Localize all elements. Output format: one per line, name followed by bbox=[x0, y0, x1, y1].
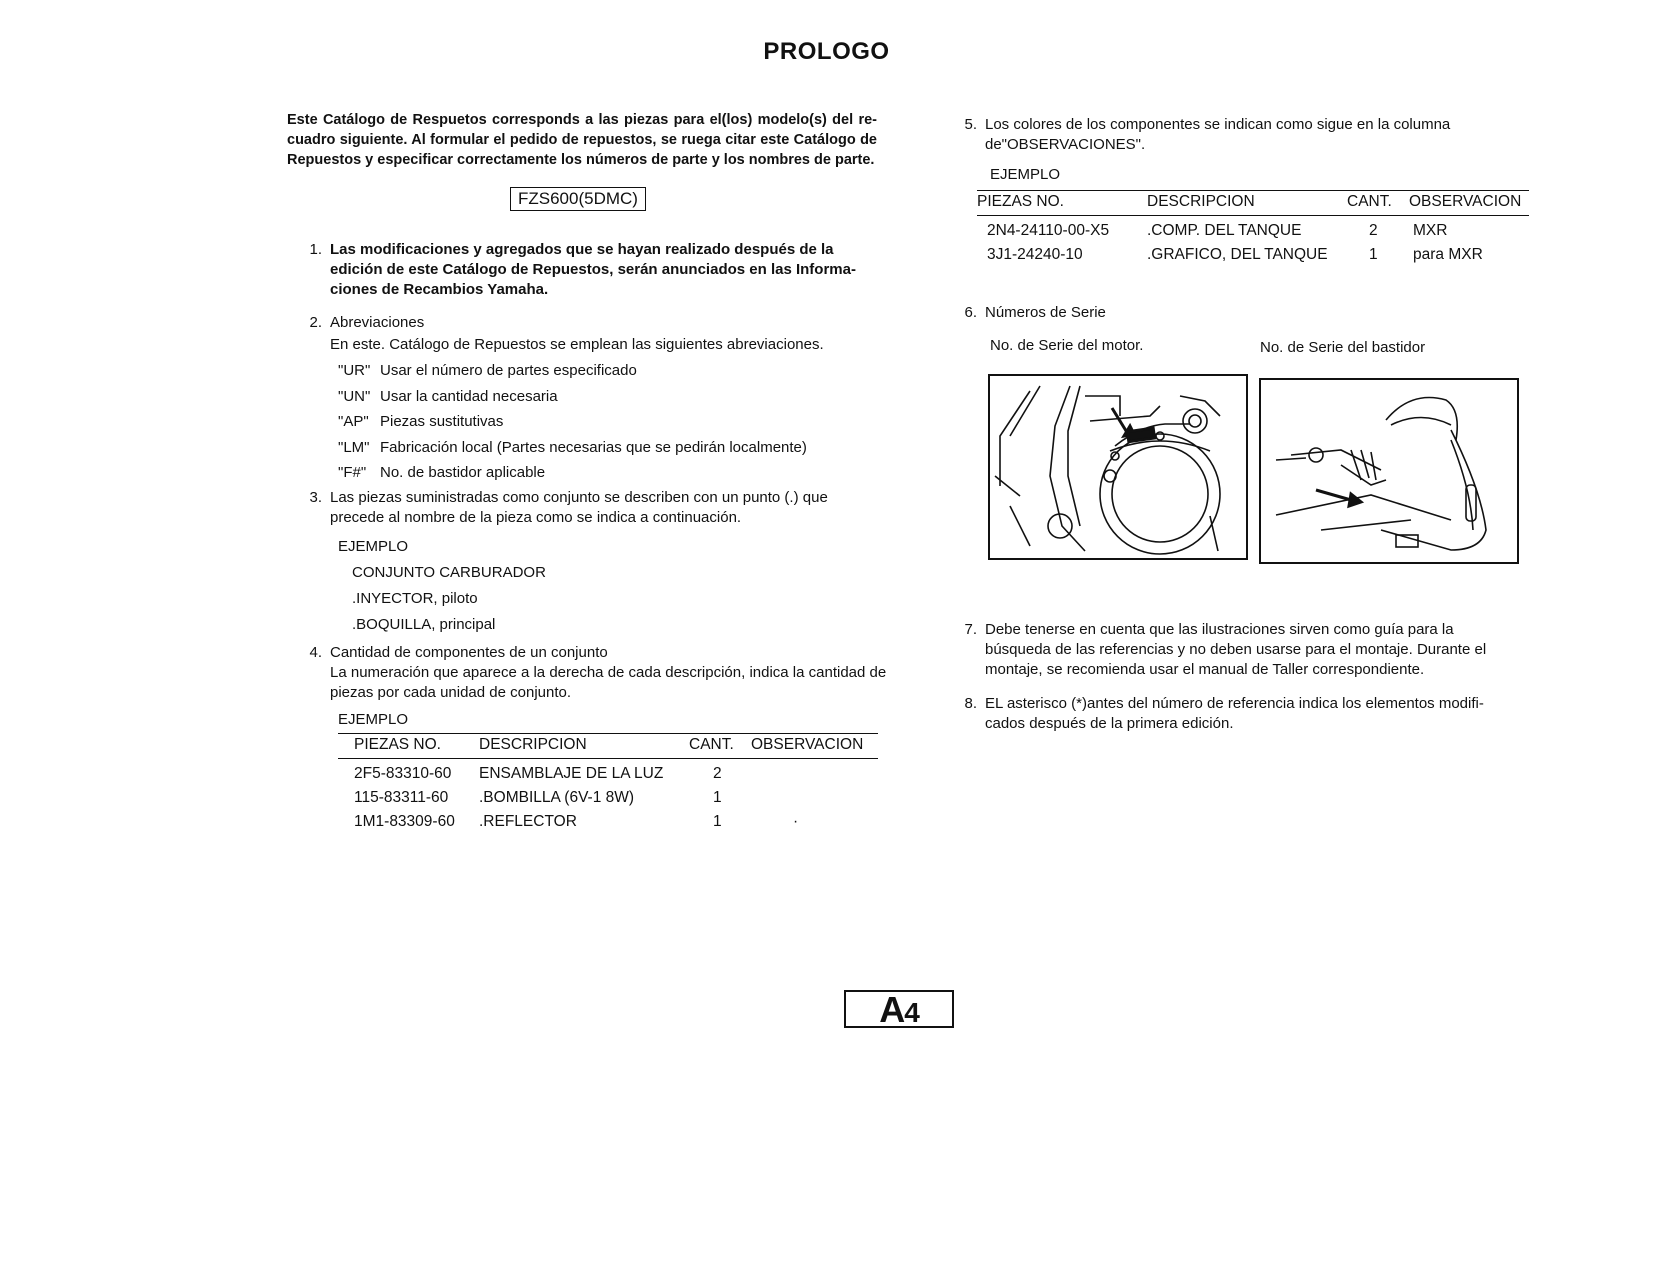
item-5-text: Los colores de los componentes se indican como sigue en la columna de"OBSERVACIONES". bbox=[985, 116, 1451, 153]
item-2-text: En este. Catálogo de Repuestos se emplean las siguientes abreviaciones. bbox=[330, 336, 824, 353]
abbreviation-list bbox=[338, 361, 898, 488]
item-4-title: Cantidad de componentes de un conjunto bbox=[330, 644, 608, 661]
cell-qty: 2 bbox=[713, 765, 722, 782]
item-8-number: 8. bbox=[964, 695, 977, 712]
item-3-example-label: EJEMPLO bbox=[338, 538, 409, 555]
abbr-code: "LM" bbox=[338, 439, 370, 456]
abbr-desc: Fabricación local (Partes necesarias que se pedirán localmente) bbox=[380, 439, 807, 456]
item-7-number: 7. bbox=[964, 621, 977, 638]
abbr-row bbox=[338, 438, 898, 463]
table-row bbox=[338, 810, 878, 834]
cell-obs: MXR bbox=[1413, 222, 1448, 239]
model-box: FZS600(5DMC) bbox=[510, 187, 646, 211]
item-5 bbox=[955, 115, 1515, 155]
page-number: 4 bbox=[904, 997, 919, 1028]
item-6-number: 6. bbox=[964, 304, 977, 321]
example-line: .INYECTOR, piloto bbox=[352, 590, 478, 607]
item-8-text: EL asterisco (*)antes del número de referencia indica los elementos modifi-cados después de la primera edición. bbox=[985, 695, 1484, 732]
page-title: PROLOGO bbox=[763, 38, 890, 65]
col-desc-header: DESCRIPCION bbox=[479, 736, 587, 753]
cell-qty: 1 bbox=[713, 813, 722, 830]
item-3-number: 3. bbox=[309, 489, 322, 506]
cell-desc: .BOMBILLA (6V-1 8W) bbox=[479, 789, 635, 806]
abbr-desc: Usar el número de partes especificado bbox=[380, 362, 637, 379]
page-number-box bbox=[844, 990, 954, 1028]
motor-serial-label: No. de Serie del motor. bbox=[990, 337, 1144, 354]
cell-obs bbox=[751, 786, 878, 810]
abbr-desc: Usar la cantidad necesaria bbox=[380, 388, 558, 405]
item-4-text: La numeración que aparece a la derecha de cada descripción, indica la cantidad de piezas por cada unidad de conjunto. bbox=[330, 664, 887, 701]
item-3-text: Las piezas suministradas como conjunto se describen con un punto (.) que precede al nombre de la pieza como se indica a continuación. bbox=[330, 489, 828, 526]
cell-qty: 2 bbox=[1369, 222, 1378, 239]
table-header-row bbox=[338, 734, 878, 759]
cell-part: 1M1-83309-60 bbox=[354, 813, 455, 830]
item-6 bbox=[955, 303, 1515, 323]
col-part-header: PIEZAS NO. bbox=[977, 193, 1064, 210]
cell-desc: .COMP. DEL TANQUE bbox=[1147, 222, 1302, 239]
frame-serial-label: No. de Serie del bastidor bbox=[1260, 339, 1426, 356]
col-qty-header: CANT. bbox=[689, 736, 734, 753]
cell-desc: .REFLECTOR bbox=[479, 813, 577, 830]
item-2-number: 2. bbox=[309, 314, 322, 331]
example-line: CONJUNTO CARBURADOR bbox=[352, 564, 546, 581]
item-2-title: Abreviaciones bbox=[330, 314, 425, 331]
item-7-text: Debe tenerse en cuenta que las ilustraciones sirven como guía para la búsqueda de las referencias y no deben usarse para el montaje. Durante el montaje, se recomienda usar el manual de Taller correspondiente. bbox=[985, 621, 1487, 678]
col-obs-header: OBSERVACION bbox=[751, 736, 864, 753]
item-1-number: 1. bbox=[309, 241, 322, 258]
col-desc-header: DESCRIPCION bbox=[1147, 193, 1255, 210]
item-3 bbox=[300, 488, 885, 528]
table-row bbox=[977, 216, 1529, 244]
item-5-number: 5. bbox=[964, 116, 977, 133]
cell-part: 2F5-83310-60 bbox=[354, 765, 452, 782]
abbr-code: "F#" bbox=[338, 464, 367, 481]
item-4-table bbox=[338, 733, 878, 834]
cell-qty: 1 bbox=[1369, 246, 1378, 263]
frame-drawing bbox=[1261, 380, 1517, 562]
abbr-row bbox=[338, 387, 898, 412]
col-qty-header: CANT. bbox=[1347, 193, 1392, 210]
abbr-code: "AP" bbox=[338, 413, 369, 430]
table-row bbox=[977, 243, 1529, 267]
cell-desc: .GRAFICO, DEL TANQUE bbox=[1147, 246, 1328, 263]
intro-paragraph: Este Catálogo de Respuetos corresponds a las piezas para el(los) modelo(s) del re-cuadro siguiente. Al formular el pedido de repuestos, se ruega citar este Catálogo de Repuestos y especificar correctamente los números de parte y los nombres de parte. bbox=[287, 112, 877, 168]
engine-drawing bbox=[990, 376, 1246, 558]
abbr-code: "UR" bbox=[338, 362, 371, 379]
example-line: .BOQUILLA, principal bbox=[352, 616, 496, 633]
abbr-row bbox=[338, 361, 898, 387]
item-4 bbox=[300, 643, 890, 703]
page-letter: A bbox=[879, 989, 905, 1030]
item-4-example-label: EJEMPLO bbox=[338, 711, 409, 728]
abbr-row bbox=[338, 463, 898, 488]
abbr-desc: Piezas sustitutivas bbox=[380, 413, 504, 430]
frame-illustration bbox=[1259, 378, 1519, 564]
abbr-code: "UN" bbox=[338, 388, 371, 405]
cell-obs: · bbox=[793, 813, 799, 830]
item-6-title: Números de Serie bbox=[985, 304, 1106, 321]
item-7 bbox=[955, 620, 1515, 680]
item-4-number: 4. bbox=[309, 644, 322, 661]
cell-part: 3J1-24240-10 bbox=[987, 246, 1083, 263]
abbr-desc: No. de bastidor aplicable bbox=[380, 464, 546, 481]
item-1-text: Las modificaciones y agregados que se hayan realizado después de la edición de este Catálogo de Repuestos, serán anunciados en las Informa-ciones de Recambios Yamaha. bbox=[330, 241, 856, 298]
cell-part: 115-83311-60 bbox=[354, 789, 449, 806]
cell-desc: ENSAMBLAJE DE LA LUZ bbox=[479, 765, 664, 782]
table-row bbox=[338, 786, 878, 810]
abbr-row bbox=[338, 412, 898, 438]
cell-part: 2N4-24110-00-X5 bbox=[987, 222, 1110, 239]
engine-illustration bbox=[988, 374, 1248, 560]
item-2 bbox=[300, 313, 890, 355]
item-5-table bbox=[977, 190, 1529, 267]
table-header-row bbox=[977, 191, 1529, 216]
cell-qty: 1 bbox=[713, 789, 722, 806]
col-part-header: PIEZAS NO. bbox=[354, 736, 441, 753]
cell-obs: para MXR bbox=[1413, 246, 1483, 263]
item-8 bbox=[955, 694, 1515, 734]
table-row bbox=[338, 759, 878, 787]
col-obs-header: OBSERVACION bbox=[1409, 193, 1522, 210]
item-1 bbox=[300, 240, 880, 300]
item-5-example-label: EJEMPLO bbox=[990, 166, 1061, 183]
cell-obs bbox=[751, 759, 878, 787]
